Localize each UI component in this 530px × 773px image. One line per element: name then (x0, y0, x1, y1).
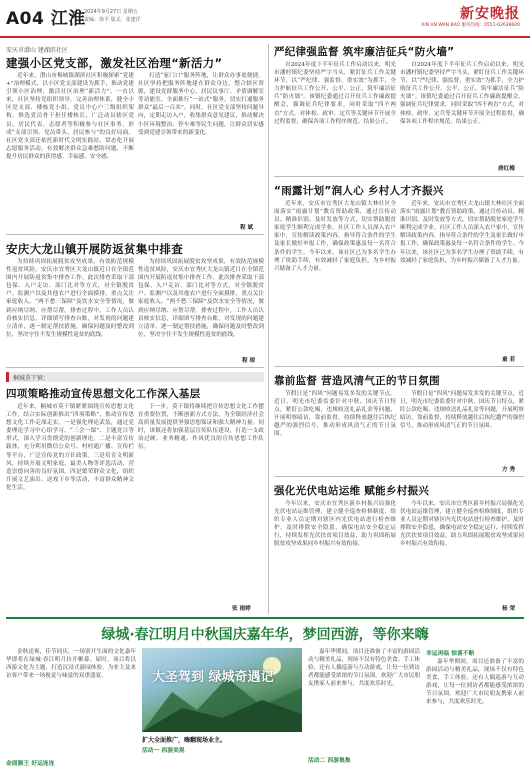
article-body: 今年以来，安庆市宜秀区新乡村振兴局强化光伏电站运维管理，建立健全巡查检修制度，组织专业人员定期对辖区内光伏电站进行检查维护，及时排除安全隐患，确保电站安全稳定运行，持续发挥光伏扶贫项目效益，助力巩固拓展脱贫攻坚成果同乡村振兴有效衔接。 (274, 501, 396, 548)
ad-subheading: 活动二 西游集集 (308, 758, 351, 764)
divider (274, 476, 524, 477)
article-author: 张 雨婷 (232, 606, 251, 612)
divider (274, 366, 524, 367)
ad-photo-caption: 扩大全面推广，嗨翻现场业主。 (142, 737, 227, 744)
section-bar: 桐城莫干镇： (6, 372, 264, 382)
ad-body: 金秋送爽，佳节同庆。一场别开生面的文化嘉年华即将在绿城·春江明月拉开帷幕。届时，项目将以西游文化为主题，打造沉浸式游园体验，为业主及来访客户带来一场视觉与味觉的双重盛宴。 (6, 649, 136, 680)
divider (6, 367, 264, 368)
article-author: 唐红梅 (498, 166, 515, 172)
article-body: 下一步，莫干镇将继续把宣传思想文化工作摆在重要位置，不断创新方式方法，为全镇经济社会高质量发展提供坚强思想保证和强大精神力量。同时，该镇还将加强基层宣传队伍建设，打造一支政治过硬、业务精通、作风优良的宣传思想工作队伍。 (138, 404, 264, 451)
issue-meta: 2024年9月27日 星期五 责编：徐平 版式：张建洋 (84, 9, 141, 23)
ad-subheading: 活动一 西游美观 (142, 748, 185, 754)
article-body: 近年来，安庆市宜秀区大龙山镇大林社区全面落实“雨露计划”教育资助政策，通过宣传动员、精准识别、及时发放等方式，切实帮助脱贫家庭学生顺利完成学业。社区工作人员深入农户家中，宣传解读政策内容，指导符合条件的学生及家长做好申报工作，确保政策惠及每一名符合条件的学生。今年以来，该社区已为多名学生办理了资助手续，有效减轻了家庭负担，为乡村振兴储备了人才力量。 (400, 201, 524, 264)
ad-photo-title: 大圣驾到 绿城奇遇记 (152, 670, 274, 685)
article-body: 节假日是“四风”问题易发多发的关键节点。近日，明光市纪委监委针对中秋、国庆节日特点，紧盯公款吃喝、违规收送礼品礼金等问题，开展明察暗访，靠前监督，持续释放越往后执纪越严的强烈信号，推动形成风清气正的节日氛围。 (274, 391, 396, 438)
ad-subheading: 幸运再临 惊喜不断 (426, 651, 475, 657)
article-kicker: 安庆市潜山 建湖滨社区 (6, 47, 68, 54)
article-body: 近年来，桐城市莫干镇紧紧围绕宣传思想文化工作，结合实际创新推出“四项策略”，推动宣传思想文化工作走深走实。一是强化理论武装，通过党委理论学习中心组学习、“三会一课”、主题党日等形式，深入学习贯彻党的创新理论。二是丰富宣传载体，充分利用微信公众号、村村通广播、宣传栏等平台，广泛宣传党的方针政策。三是培育文明新风，持续开展文明家庭、最美人物等评选活动，营造崇德向善的良好氛围。四是繁荣群众文化，组织开展文艺演出、送戏下乡等活动，丰富群众精神文化生活。 (6, 404, 134, 491)
article-title: 强化光伏电站运维 赋能乡村振兴 (274, 485, 430, 497)
divider (6, 234, 264, 235)
article-body: 为持续巩固拓展脱贫攻坚成果，有效防范规模性返贫风险，安庆市宜秀区大龙山镇近日在全镇范围内开展防返贫集中排查工作。此次排查采取干部包保、入户走访、部门比对等方式，对全镇脱贫户、监测户以及其他农户进行全面摸排，重点关注家庭收入、“两不愁三保障”及饮水安全等情况，做到应纳尽纳、应帮尽帮。排查过程中，工作人员认真核实信息，详细填写排查台账，对发现的问题建立清单，逐一制定帮扶措施，确保问题及时整改到位，坚决守住不发生规模性返贫的底线。 (138, 259, 264, 338)
page-number: A04 江淮 (6, 9, 86, 29)
ad-body: 嘉年华期间，项目还准备了丰富的游园活动与精美礼品，现场不仅有特色美食、手工体验，还有人偶巡游与互动游戏，让每一位到访者都能感受浓浓的节日氛围。欢迎广大市民朋友携家人前来参与，共度欢乐时光。 (308, 649, 420, 688)
article-body: 自2024年度下半年征兵工作启动以来，明光市潘村镇纪委坚持严字当头，紧盯征兵工作关键环节，以“严纪律、强监督、重实效”为抓手，全力护航征兵工作公开、公平、公正，筑牢廉洁征兵“防火墙”。该镇纪委通过召开征兵工作廉政提醒会，强调征兵纪律要求，同时采取“四不两直”方式，对体检、政审、定兵等关键环节开展全过程监督，确保各项工作程序规范、结果公正。 (274, 62, 396, 125)
ad-divider (6, 617, 524, 619)
article-body: 近年来，安庆市宜秀区大龙山镇大林社区全面落实“雨露计划”教育资助政策，通过宣传动员、精准识别、及时发放等方式，切实帮助脱贫家庭学生顺利完成学业。社区工作人员深入农户家中，宣传解读政策内容，指导符合条件的学生及家长做好申报工作，确保政策惠及每一名符合条件的学生。今年以来，该社区已为多名学生办理了资助手续，有效减轻了家庭负担，为乡村振兴储备了人才力量。 (274, 201, 396, 272)
mountain-illustration (142, 648, 302, 732)
article-title: 建强小区党支部，激发社区治理“新活力” (6, 56, 223, 70)
article-author: 童 若 (502, 357, 516, 363)
article-title: 四项策略推动宣传思想文化工作深入基层 (6, 388, 201, 400)
divider (274, 176, 524, 177)
article-body: 节假日是“四风”问题易发多发的关键节点。近日，明光市纪委监委针对中秋、国庆节日特点，紧盯公款吃喝、违规收送礼品礼金等问题，开展明察暗访，靠前监督，持续释放越往后执纪越严的强烈信号，推动形成风清气正的节日氛围。 (400, 391, 524, 430)
article-body: 近年来，潜山市梅城镇湖滨社区积极探索“党建+”治理模式，以小区党支部建设为抓手，推动党建引领小区治理，激活社区治理“新活力”。一直以来，社区坚持党组织领导，完善治理体系，健全小区党支部、楼栋党小组、党员中心户三级组织架构，推选党员骨干担任楼栋长，广泛动员辖区党员、居民代表、志愿者等积极参与社区事务，形成“支部引领、党员带头、居民参与”的良好局面。社区党支部还依托新时代文明实践站，常态化开展志愿服务活动，有效解决群众急难愁盼问题，不断提升居民群众的获得感、幸福感、安全感。 (6, 73, 134, 160)
article-author: 杨 荣 (502, 606, 516, 612)
article-title: “雨露计划”润人心 乡村人才齐振兴 (274, 185, 444, 197)
ad-body: 嘉年华期间，项目还准备了丰富的游园活动与精美礼品，现场不仅有特色美食、手工体验，还有人偶巡游与互动游戏，让每一位到访者都能感受浓浓的节日氛围。欢迎广大市民朋友携家人前来参与，共度欢乐时光。 (426, 659, 524, 706)
article-title: 严纪律强监督 筑牢廉洁征兵“防火墙” (274, 46, 455, 58)
column-divider (268, 44, 269, 614)
ad-photo (142, 648, 302, 732)
newspaper-logo-sub: XIN AN WAN BAO 服务热线：0551-62638600 (421, 23, 520, 28)
newspaper-logo: 新安晚报 (460, 6, 520, 22)
article-body: 自2024年度下半年征兵工作启动以来，明光市潘村镇纪委坚持严字当头，紧盯征兵工作关键环节，以“严纪律、强监督、重实效”为抓手，全力护航征兵工作公开、公平、公正，筑牢廉洁征兵“防火墙”。该镇纪委通过召开征兵工作廉政提醒会，强调征兵纪律要求，同时采取“四不两直”方式，对体检、政审、定兵等关键环节开展全过程监督，确保各项工作程序规范、结果公正。 (400, 62, 524, 125)
article-author: 程 斌 (240, 225, 254, 231)
article-author: 程 琼 (242, 358, 256, 364)
article-body: 打造“家门口”服务阵地，让群众办事更便捷。社区坚持把服务阵地建在群众身边，整合辖区资源，建设党群服务中心、居民议事厅、矛盾调解室等功能室，全面推行“一站式”服务，切实打通服务群众“最后一百米”。同时，社区党支部坚持问题导向，定期走访入户，收集群众意见建议，推动解决小区环境整治、停车难等民生问题，让群众切实感受到党建引领带来的新变化。 (138, 73, 264, 136)
article-title: 靠前监督 营造风清气正的节日氛围 (274, 375, 440, 387)
ad-banner-title: 绿城·春江明月中秋国庆嘉年华，梦回西游，等你来嗨 (101, 627, 429, 643)
article-body: 为持续巩固拓展脱贫攻坚成果，有效防范规模性返贫风险，安庆市宜秀区大龙山镇近日在全镇范围内开展防返贫集中排查工作。此次排查采取干部包保、入户走访、部门比对等方式，对全镇脱贫户、监测户以及其他农户进行全面摸排，重点关注家庭收入、“两不愁三保障”及饮水安全等情况，做到应纳尽纳、应帮尽帮。排查过程中，工作人员认真核实信息，详细填写排查台账，对发现的问题建立清单，逐一制定帮扶措施，确保问题及时整改到位，坚决守住不发生规模性返贫的底线。 (6, 259, 134, 338)
article-body: 今年以来，安庆市宜秀区新乡村振兴局强化光伏电站运维管理，建立健全巡查检修制度，组织专业人员定期对辖区内光伏电站进行检查维护，及时排除安全隐患，确保电站安全稳定运行，持续发挥光伏扶贫项目效益，助力巩固拓展脱贫攻坚成果同乡村振兴有效衔接。 (400, 501, 524, 548)
article-title: 安庆大龙山镇开展防返贫集中排查 (6, 242, 183, 256)
ad-subheading: 金面猴王 好运连连 (6, 761, 55, 767)
article-author: 方 秀 (502, 467, 516, 473)
